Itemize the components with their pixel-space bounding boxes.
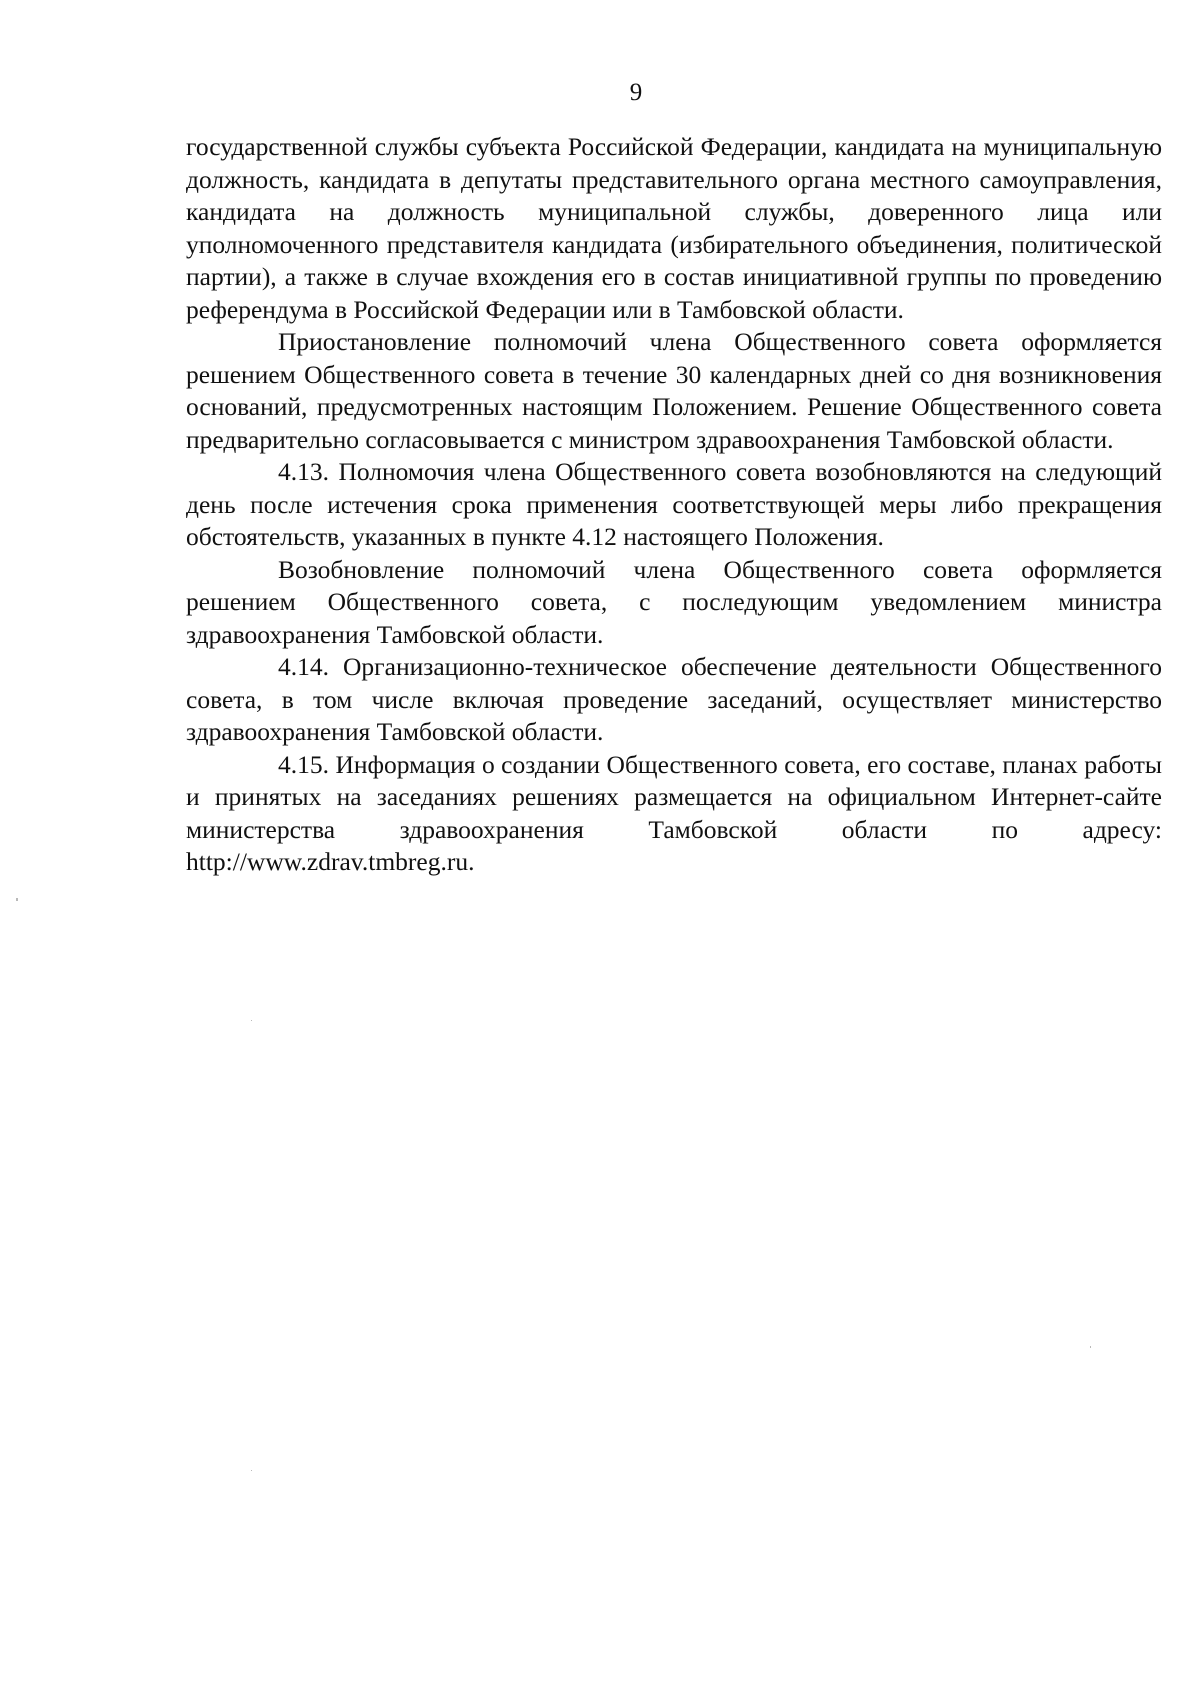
- page-number: 9: [629, 79, 643, 106]
- scan-speck: [251, 1020, 252, 1021]
- paragraph-4-15: 4.15. Информация о создании Общественного совета, его составе, планах работы и принятых на заседаниях решениях размещается на официальном Интернет-сайте министерства здравоохранения Тамбовской области по адресу: http://www.zdrav.tmbreg.ru.: [186, 749, 1162, 876]
- scan-speck: [251, 1470, 252, 1471]
- paragraph-continuation: государственной службы субъекта Российской Федерации, кандидата на муниципальную должность, кандидата в депутаты представительного органа местного самоуправления, кандидата на должность муниципальной службы, доверенного лица или уполномоченного представителя кандидата (избирательного объединения, политической партии), а также в случае вхождения его в состав инициативной группы по проведению референдума в Российской Федерации или в Тамбовской области.: [186, 132, 1162, 324]
- paragraph-suspension: Приостановление полномочий члена Общественного совета оформляется решением Общественного совета в течение 30 календарных дней со дня возникновения оснований, предусмотренных настоящим Положением. Решение Общественного совета предварительно согласовывается с министром здравоохранения Тамбовской области.: [186, 327, 1162, 454]
- paragraph-renewal: Возобновление полномочий члена Общественного совета оформляется решением Общественного совета, с последующим уведомлением министра здравоохранения Тамбовской области.: [186, 554, 1162, 649]
- paragraph-4-14: 4.14. Организационно-техническое обеспечение деятельности Общественного совета, в том числе включая проведение заседаний, осуществляет министерство здравоохранения Тамбовской области.: [186, 652, 1162, 746]
- paragraph-4-13: 4.13. Полномочия члена Общественного совета возобновляются на следующий день после истечения срока применения соответствующей меры либо прекращения обстоятельств, указанных в пункте 4.12 настоящего Положения.: [186, 457, 1162, 551]
- scan-speck: [16, 898, 18, 901]
- document-body: [186, 131, 1162, 879]
- scan-speck: [1090, 1346, 1091, 1348]
